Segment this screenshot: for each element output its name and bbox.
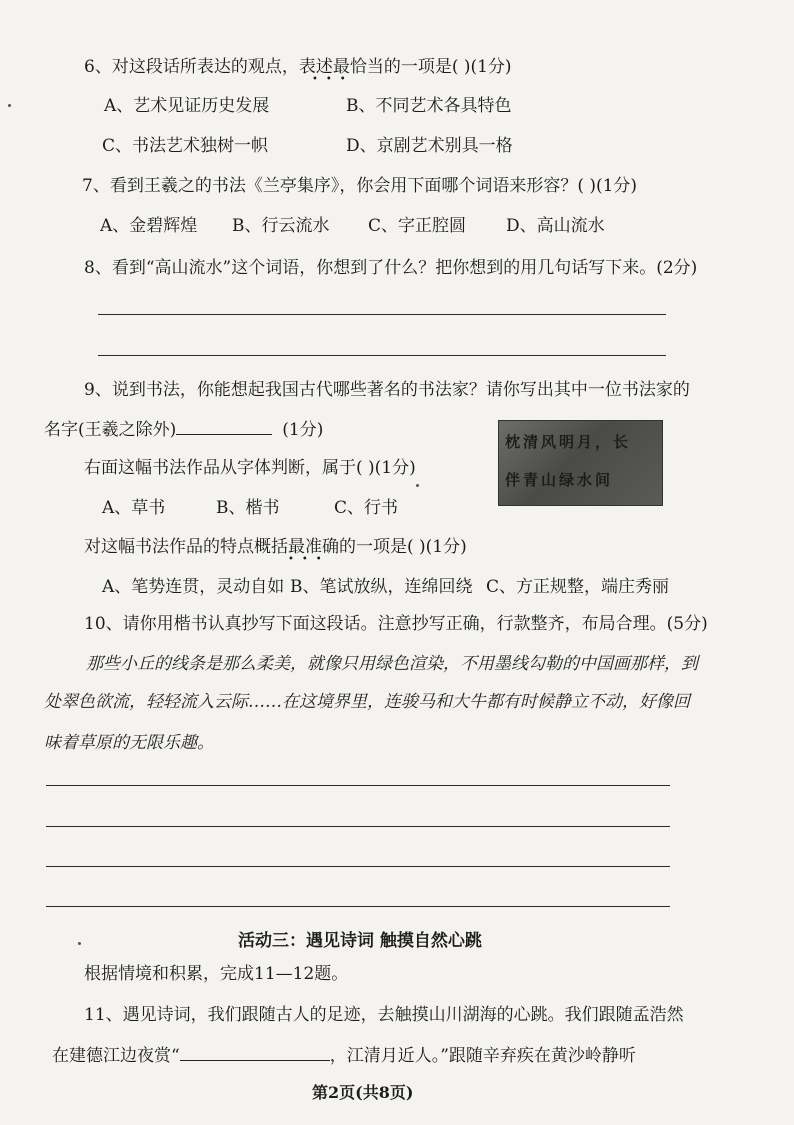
q9-name-blank[interactable] — [176, 416, 272, 435]
q7-option-d[interactable]: D、高山流水 — [506, 216, 605, 236]
q10-text-line3: 味着草原的无限乐趣。 — [44, 733, 214, 753]
q11-line1: 11、遇见诗词，我们跟随古人的足迹，去触摸山川湖海的心跳。我们跟随孟浩然 — [84, 1005, 684, 1025]
q10-copy-line-1[interactable] — [46, 785, 670, 786]
q8-answer-line-2[interactable] — [98, 355, 666, 356]
q7-stem: 7、看到王羲之的书法《兰亭集序》，你会用下面哪个词语来形容？( )(1分) — [82, 176, 638, 196]
q6-stem: 6、对这段话所表达的观点，表述最恰当的一项是( )(1分) — [84, 57, 512, 77]
q7-option-b[interactable]: B、行云流水 — [232, 216, 330, 236]
q9-stem-line2 — [44, 416, 323, 442]
q7-option-a[interactable]: A、金碧辉煌 — [100, 216, 198, 236]
q9-sub1-option-c[interactable]: C、行书 — [334, 498, 399, 518]
calligraphy-row-2: 伴青山绿水间 — [505, 471, 614, 489]
q6-option-d[interactable]: D、京剧艺术别具一格 — [346, 136, 513, 156]
scan-speck — [78, 942, 81, 945]
q9-sub2: 对这幅书法作品的特点概括最准确的一项是( )(1分) — [84, 537, 467, 557]
q9-sub2-option-a[interactable]: A、笔势连贯，灵动自如 — [102, 577, 285, 597]
q11-poem-blank[interactable] — [180, 1042, 330, 1061]
emphasis-dots: ••• — [312, 74, 354, 85]
q10-copy-line-2[interactable] — [46, 826, 670, 827]
q6-option-b[interactable]: B、不同艺术各具特色 — [346, 96, 512, 116]
q6-option-c[interactable]: C、书法艺术独树一帜 — [102, 136, 269, 156]
section-title: 活动三：遇见诗词 触摸自然心跳 — [238, 931, 482, 951]
q7-option-c[interactable]: C、字正腔圆 — [368, 216, 467, 236]
q10-text-line2: 处翠色欲流，轻轻流入云际……在这境界里，连骏马和大牛都有时候静立不动，好像回 — [44, 692, 690, 712]
q11-line2-suffix: ，江清月近人。”跟随辛弃疾在黄沙岭静听 — [329, 1046, 636, 1066]
calligraphy-row-1: 枕清风明月，长 — [505, 433, 632, 451]
q9-stem-label: 名字(王羲之除外) — [44, 420, 177, 440]
q10-text-line1: 那些小丘的线条是那么柔美，就像只用绿色渲染，不用墨线勾勒的中国画那样，到 — [86, 654, 698, 674]
scan-speck — [416, 484, 419, 487]
q8-stem: 8、看到“高山流水”这个词语，你想到了什么？把你想到的用几句话写下来。(2分) — [84, 258, 698, 278]
q9-sub1-option-b[interactable]: B、楷书 — [216, 498, 280, 518]
page-number: 第2页(共8页) — [312, 1083, 414, 1102]
q9-sub2-option-b[interactable]: B、笔试放纵，连绵回绕 — [290, 577, 473, 597]
section-intro: 根据情境和积累，完成11—12题。 — [84, 964, 349, 984]
q6-option-a[interactable]: A、艺术见证历史发展 — [104, 96, 270, 116]
q9-sub2-option-c[interactable]: C、方正规整，端庄秀丽 — [486, 577, 670, 597]
emphasis-dots: ••• — [288, 554, 330, 565]
q9-sub1: 右面这幅书法作品从字体判断，属于( )(1分) — [84, 458, 416, 478]
q10-copy-line-4[interactable] — [46, 906, 670, 907]
calligraphy-image — [498, 420, 663, 506]
q10-stem: 10、请你用楷书认真抄写下面这段话。注意抄写正确，行款整齐，布局合理。(5分) — [84, 614, 708, 634]
q9-score: (1分) — [282, 420, 324, 440]
q11-line2-prefix: 在建德江边夜赏“ — [52, 1046, 180, 1066]
scan-speck — [8, 104, 11, 107]
q9-sub1-option-a[interactable]: A、草书 — [102, 498, 166, 518]
q11-line2 — [52, 1042, 636, 1068]
q9-stem-line1: 9、说到书法，你能想起我国古代哪些著名的书法家？请你写出其中一位书法家的 — [84, 380, 690, 400]
q8-answer-line-1[interactable] — [98, 314, 666, 315]
q10-copy-line-3[interactable] — [46, 866, 670, 867]
